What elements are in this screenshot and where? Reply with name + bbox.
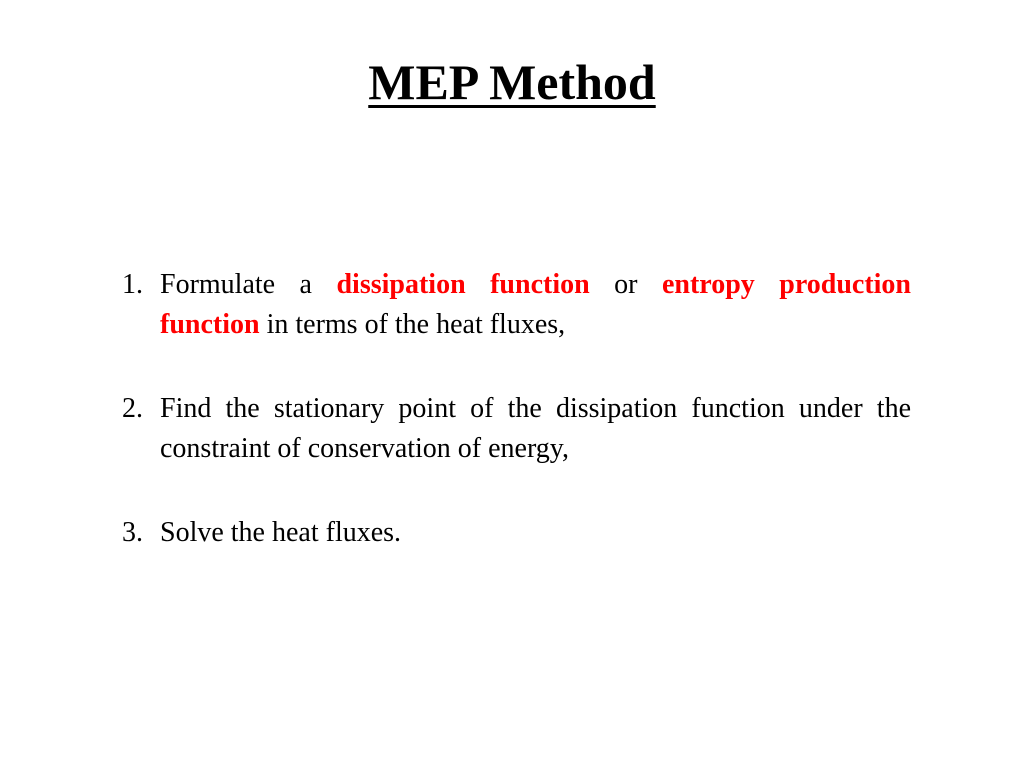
step-1 <box>122 265 911 345</box>
step-2 <box>122 389 911 469</box>
slide-title <box>0 52 1024 112</box>
step-2-text: Find the stationary point of the dissipation function under the constraint of conservation of energy, <box>160 393 911 464</box>
step-number: 1. <box>122 269 143 300</box>
step-1-lead: Formulate a <box>160 269 337 300</box>
step-number: 2. <box>122 393 143 424</box>
step-number: 3. <box>122 517 143 548</box>
step-3 <box>122 513 911 553</box>
steps-list <box>122 265 911 553</box>
entropy-production-function-term: entropy production function <box>160 269 912 340</box>
dissipation-function-term: dissipation function <box>336 269 590 300</box>
step-1-tail: in terms of the heat fluxes, <box>259 309 566 340</box>
step-1-mid: or <box>589 269 662 300</box>
step-3-text: Solve the heat fluxes. <box>160 517 402 548</box>
slide-title-text: MEP Method <box>368 54 656 110</box>
